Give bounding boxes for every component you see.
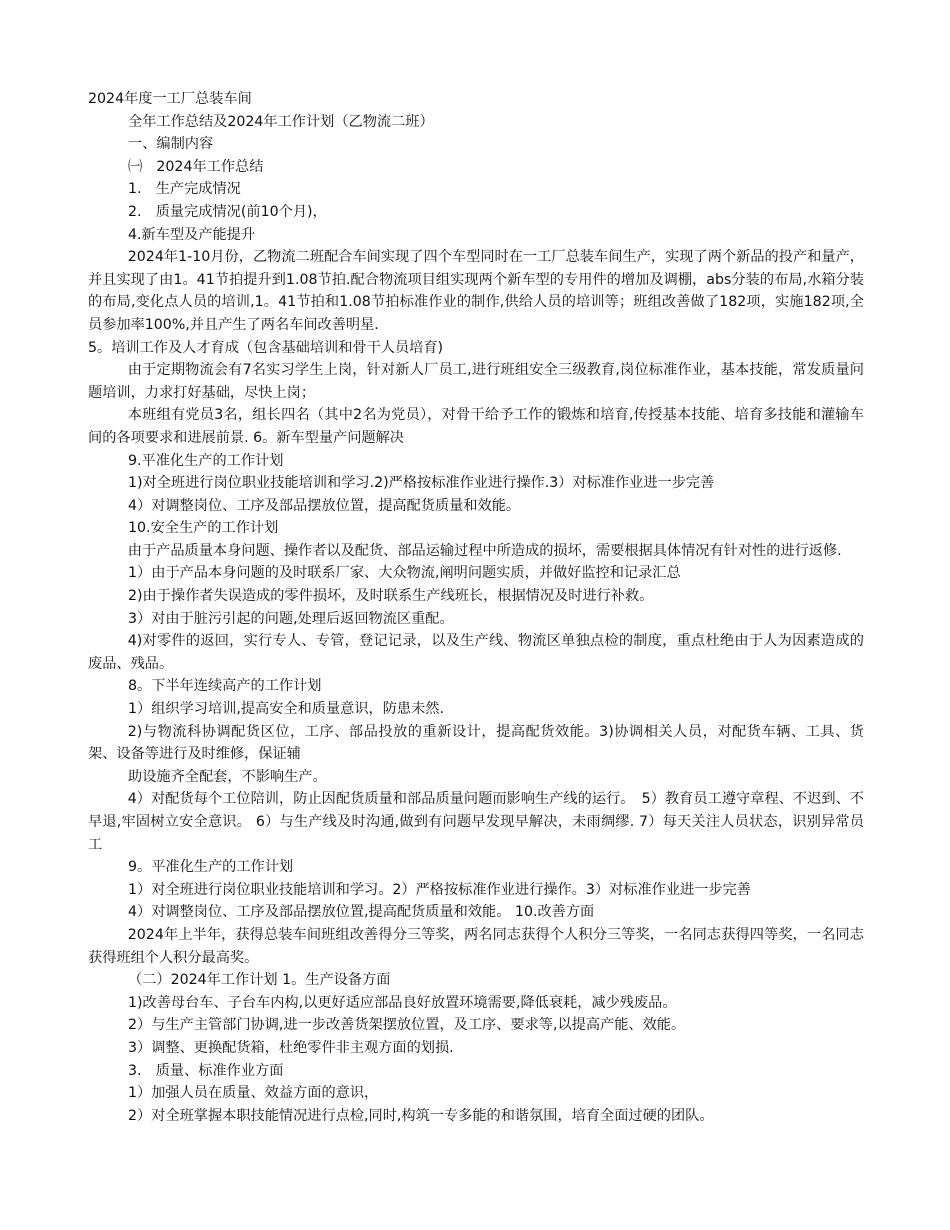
item-heading: 1. 生产完成情况 bbox=[128, 181, 241, 198]
list-item: 2)由于操作者失误造成的零件损坏，及时联系生产线班长，根据情况及时进行补救。 bbox=[128, 588, 654, 605]
item-heading: 10.安全生产的工作计划 bbox=[128, 520, 279, 537]
body-paragraph: 由于定期物流会有7名实习学生上岗，针对新人厂员工,进行班组安全三级教育,岗位标准作业，基本技能，常发质量问题培训，力求打好基础，尽快上岗； bbox=[88, 362, 864, 401]
doc-title: 2024年度一工厂总装车间 bbox=[88, 91, 252, 107]
item-heading: 5。培训工作及人才育成（包含基础培训和骨干人员培育) bbox=[88, 339, 444, 356]
summary-paragraph: 2024年1-10月份，乙物流二班配合车间实现了四个车型同时在一工厂总装车间生产，实现了两个新品的投产和量产，并且实现了由1。41节拍提升到1.08节拍.配合物流项目组实现两个新车型的专用件的增加及调棚，abs分装的布局,水箱分装的布局,变化点人员的培训,1。41节拍和1.08节拍标准作业的制作,供给人员的培训等；班组改善做了182项，实施182项,全员参加率100%,并且产生了两名车间改善明星. bbox=[88, 249, 864, 333]
section-heading: ㈠ 2024年工作总结 bbox=[128, 158, 264, 175]
list-item: 3）对由于脏污引起的问题,处理后返回物流区重配。 bbox=[128, 610, 454, 627]
list-item: 1)改善母台车、子台车内构,以更好适应部品良好放置环境需要,降低衰耗，减少残废品。 bbox=[128, 994, 677, 1011]
body-paragraph: 2024年上半年，获得总装车间班组改善得分三等奖，两名同志获得个人积分三等奖，一名同志获得四等奖，一名同志获得班组个人积分最高奖。 bbox=[88, 926, 864, 966]
list-item: 1）组织学习培训,提高安全和质量意识，防患未然. bbox=[128, 701, 444, 718]
body-paragraph: 本班组有党员3名，组长四名（其中2名为党员），对骨干给予工作的锻炼和培育,传授基本技能、培育多技能和灌输车间的各项要求和进展前景. 6。新车型量产问题解决 bbox=[88, 407, 864, 446]
list-item: 1）加强人员在质量、效益方面的意识， bbox=[128, 1085, 379, 1102]
doc-subtitle: 全年工作总结及2024年工作计划（乙物流二班） bbox=[128, 113, 434, 130]
list-item: 4）对调整岗位、工序及部品摆放位置,提高配货质量和效能。 10.改善方面 bbox=[128, 904, 595, 921]
item-heading: 4.新车型及产能提升 bbox=[128, 226, 256, 243]
list-item: 2）对全班掌握本职技能情况进行点检,同时,构筑一专多能的和谐氛围，培育全面过硬的团队。 bbox=[128, 1107, 714, 1124]
list-item: 4)对零件的返回，实行专人、专管，登记记录，以及生产线、物流区单独点检的制度，重点杜绝由于人为因素造成的废品、残品。 bbox=[88, 633, 864, 672]
list-item: 4）对配货每个工位陪训，防止因配货质量和部品质量问题而影响生产线的运行。 5）教育员工遵守章程、不迟到、不早退,牢固树立安全意识。 6）与生产线及时沟通,做到有问题早发现早解决，未雨绸缪. 7）每天关注人员状态，识别异常员工 bbox=[88, 791, 864, 853]
item-heading: 3. 质量、标准作业方面 bbox=[128, 1062, 284, 1079]
item-heading: 8。下半年连续高产的工作计划 bbox=[128, 678, 322, 695]
list-item: 1)对全班进行岗位职业技能培训和学习.2)严格按标准作业进行操作.3）对标准作业进一步完善 bbox=[128, 475, 715, 492]
list-item: 3）调整、更换配货箱，杜绝零件非主观方面的划损. bbox=[128, 1039, 454, 1056]
list-item: 1）对全班进行岗位职业技能培训和学习。2）严格按标准作业进行操作。3）对标准作业进一步完善 bbox=[128, 881, 751, 898]
section-heading: 一、编制内容 bbox=[128, 136, 214, 153]
list-item: 助设施齐全配套，不影响生产。 bbox=[128, 768, 327, 785]
item-heading: 9.平准化生产的工作计划 bbox=[128, 452, 284, 469]
list-item: 4）对调整岗位、工序及部品摆放位置，提高配货质量和效能。 bbox=[128, 497, 521, 514]
list-item: 2)与物流科协调配货区位，工序、部品投放的重新设计，提高配货效能。3)协调相关人员，对配货车辆、工具、货架、设备等进行及时维修，保证辅 bbox=[88, 723, 864, 763]
section-heading: （二）2024年工作计划 1。生产设备方面 bbox=[128, 972, 391, 989]
item-heading: 2. 质量完成情况(前10个月)， bbox=[128, 203, 327, 220]
body-paragraph: 由于产品质量本身问题、操作者以及配货、部品运输过程中所造成的损坏，需要根据具体情况有针对性的进行返修. bbox=[127, 542, 842, 559]
list-item: 1）由于产品本身问题的及时联系厂家、大众物流,阐明问题实质，并做好监控和记录汇总 bbox=[128, 565, 681, 582]
list-item: 2）与生产主管部门协调,进一步改善货架摆放位置，及工序、要求等,以提高产能、效能。 bbox=[128, 1017, 686, 1034]
item-heading: 9。平准化生产的工作计划 bbox=[128, 859, 294, 876]
